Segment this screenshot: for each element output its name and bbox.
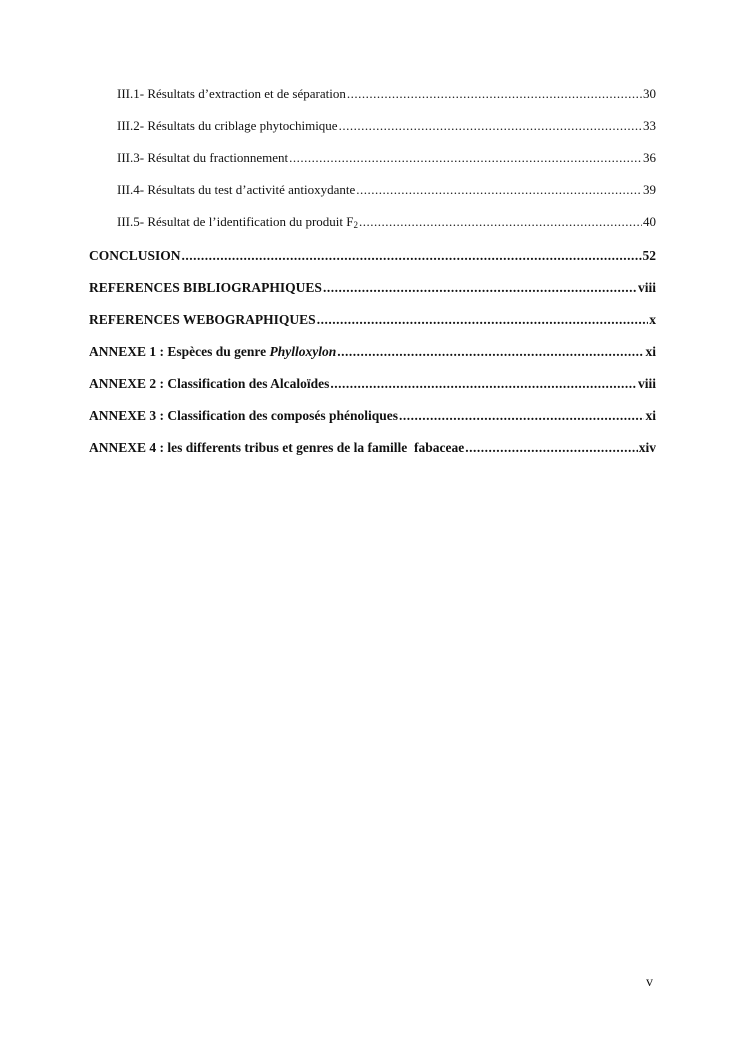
dot-leader (182, 248, 642, 264)
toc-entry-label: ANNEXE 3 : Classification des composés phénoliques (89, 408, 399, 423)
dot-leader (465, 440, 638, 456)
dot-leader (323, 280, 637, 296)
dot-leader (337, 344, 644, 360)
toc-entry-label (89, 344, 336, 360)
dot-leader (359, 214, 642, 230)
toc-entry-label: REFERENCES WEBOGRAPHIQUES (89, 312, 316, 327)
toc-entry-page: 40 (643, 214, 656, 229)
toc-entry-label: ANNEXE 2 : Classification des Alcaloïdes (89, 376, 330, 391)
toc-entry-references-bibliographiques[interactable] (89, 280, 656, 312)
dot-leader (399, 408, 644, 424)
toc-entry-page: viii (637, 280, 656, 295)
toc-entry-label: III.2- Résultats du criblage phytochimique (117, 118, 338, 133)
toc-entry-annexe-1[interactable] (89, 344, 656, 376)
toc-entry-label-italic: Phylloxylon (269, 344, 337, 359)
dot-leader (339, 118, 642, 134)
toc-entry-label: III.1- Résultats d’extraction et de séparation (117, 86, 346, 101)
toc-entry-page: viii (637, 376, 656, 391)
subscript-text: 2 (353, 220, 358, 230)
toc-entry-iii-2[interactable] (89, 118, 656, 150)
toc-entry-label-text: ANNEXE 1 : Espèces du genre (89, 344, 270, 359)
toc-entry-label: III.3- Résultat du fractionnement (117, 150, 289, 165)
toc-entry-iii-3[interactable] (89, 150, 656, 182)
toc-entry-iii-1[interactable] (89, 86, 656, 118)
dot-leader (289, 150, 642, 166)
toc-entry-references-webographiques[interactable] (89, 312, 656, 344)
toc-entry-annexe-4[interactable] (89, 440, 656, 472)
toc-entry-page: 30 (643, 86, 656, 101)
page-number: v (646, 975, 653, 990)
toc-entry-page: 39 (643, 182, 656, 197)
toc-entry-page: 52 (642, 248, 656, 263)
toc-entry-annexe-2[interactable] (89, 376, 656, 408)
toc-entry-page: 36 (643, 150, 656, 165)
toc-entry-iii-4[interactable] (89, 182, 656, 214)
toc-entry-page: xi (645, 408, 656, 423)
toc-entry-iii-5[interactable] (89, 214, 656, 246)
toc-entry-page: xiv (638, 440, 656, 455)
toc-entry-page: x (649, 312, 656, 327)
toc-entry-page: xi (645, 344, 656, 359)
toc-entry-page: 33 (643, 118, 656, 133)
dot-leader (347, 86, 642, 102)
toc-entry-conclusion[interactable] (89, 248, 656, 280)
toc-entry-label: CONCLUSION (89, 248, 181, 263)
dot-leader (330, 376, 637, 392)
table-of-contents (89, 86, 656, 472)
dot-leader (317, 312, 649, 328)
toc-entry-annexe-3[interactable] (89, 408, 656, 440)
toc-entry-label: ANNEXE 4 : les differents tribus et genres de la famille fabaceae (89, 440, 465, 455)
dot-leader (356, 182, 642, 198)
toc-entry-label-text: III.5- Résultat de l’identification du produit F (117, 214, 354, 229)
toc-entry-label (117, 214, 358, 230)
toc-entry-label: REFERENCES BIBLIOGRAPHIQUES (89, 280, 322, 295)
toc-entry-label: III.4- Résultats du test d’activité antioxydante (117, 182, 356, 197)
